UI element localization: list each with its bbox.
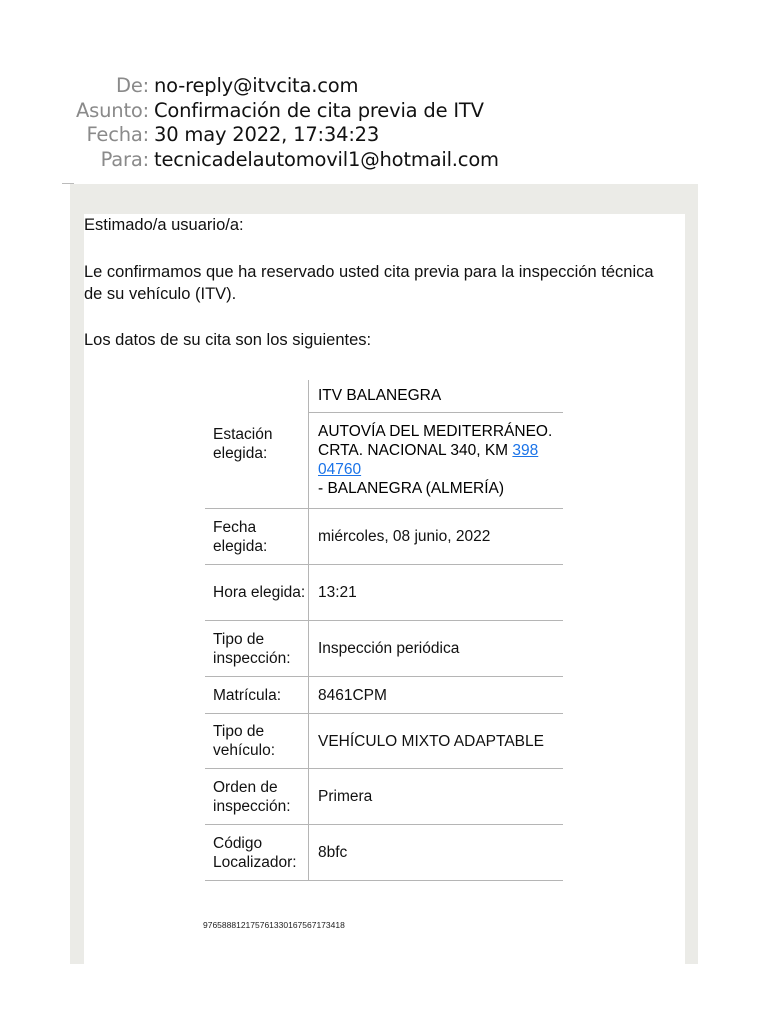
date-value: miércoles, 08 junio, 2022 [318, 528, 491, 545]
station-address-suffix: - BALANEGRA (ALMERÍA) [318, 480, 505, 497]
date-label: Fecha: [86, 123, 149, 146]
table-row-station [205, 380, 563, 509]
station-address-prefix: AUTOVÍA DEL MEDITERRÁNEO. CRTA. NACIONAL 340, KM [318, 423, 553, 459]
email-body [84, 214, 685, 974]
greeting: Estimado/a usuario/a: [84, 216, 244, 234]
inspection-order-value: Primera [318, 788, 373, 805]
tracking-number: 97658881217576133016756717341​8 [203, 920, 345, 930]
table-row-plate [205, 677, 563, 714]
vehicle-type-value: VEHÍCULO MIXTO ADAPTABLE [318, 732, 544, 750]
email-header [0, 74, 768, 172]
table-row-vehicle-type [205, 714, 563, 769]
table-row-inspection-order [205, 769, 563, 825]
station-phone-link[interactable]: 398 04760 [318, 442, 539, 478]
inspection-order-label: Orden de inspección: [205, 769, 309, 824]
confirmation-text: Le confirmamos que ha reservado usted cita previa para la inspección técnica de su vehículo (ITV). [84, 263, 654, 303]
details-intro: Los datos de su cita son los siguientes: [84, 331, 372, 349]
date-value: 30 may 2022, 17:34:23 [154, 123, 380, 146]
to-value[interactable]: tecnicadelautomovil1@hotmail.com [154, 147, 499, 171]
from-value[interactable]: no-reply@itvcita.com [154, 74, 359, 97]
to-row [0, 148, 768, 173]
subject-row [0, 99, 768, 124]
to-label: Para: [100, 147, 149, 171]
table-row-inspection-type [205, 621, 563, 677]
time-value: 13:21 [318, 584, 357, 601]
plate-value: 8461CPM [318, 686, 387, 704]
table-row-date [205, 509, 563, 565]
subject-label: Asunto: [76, 98, 149, 122]
station-address [309, 413, 563, 508]
appointment-table [205, 380, 563, 881]
locator-label: Código Localizador: [205, 825, 309, 880]
locator-value: 8bfc [318, 844, 348, 861]
date-row [0, 123, 768, 148]
vehicle-type-label: Tipo de vehículo: [205, 714, 309, 768]
email-body-frame [70, 184, 698, 964]
plate-label: Matrícula: [205, 677, 309, 713]
date-label: Fecha elegida: [205, 509, 309, 564]
table-row-locator [205, 825, 563, 881]
station-name: ITV BALANEGRA [309, 380, 563, 413]
from-row [0, 74, 768, 99]
subject-value: Confirmación de cita previa de ITV [154, 98, 484, 122]
inspection-type-label: Tipo de inspección: [205, 621, 309, 676]
from-label: De: [116, 74, 149, 97]
time-label: Hora elegida: [205, 565, 309, 620]
table-row-time [205, 565, 563, 621]
station-label: Estación elegida: [205, 380, 309, 508]
station-values [309, 380, 563, 508]
inspection-type-value: Inspección periódica [318, 640, 460, 657]
